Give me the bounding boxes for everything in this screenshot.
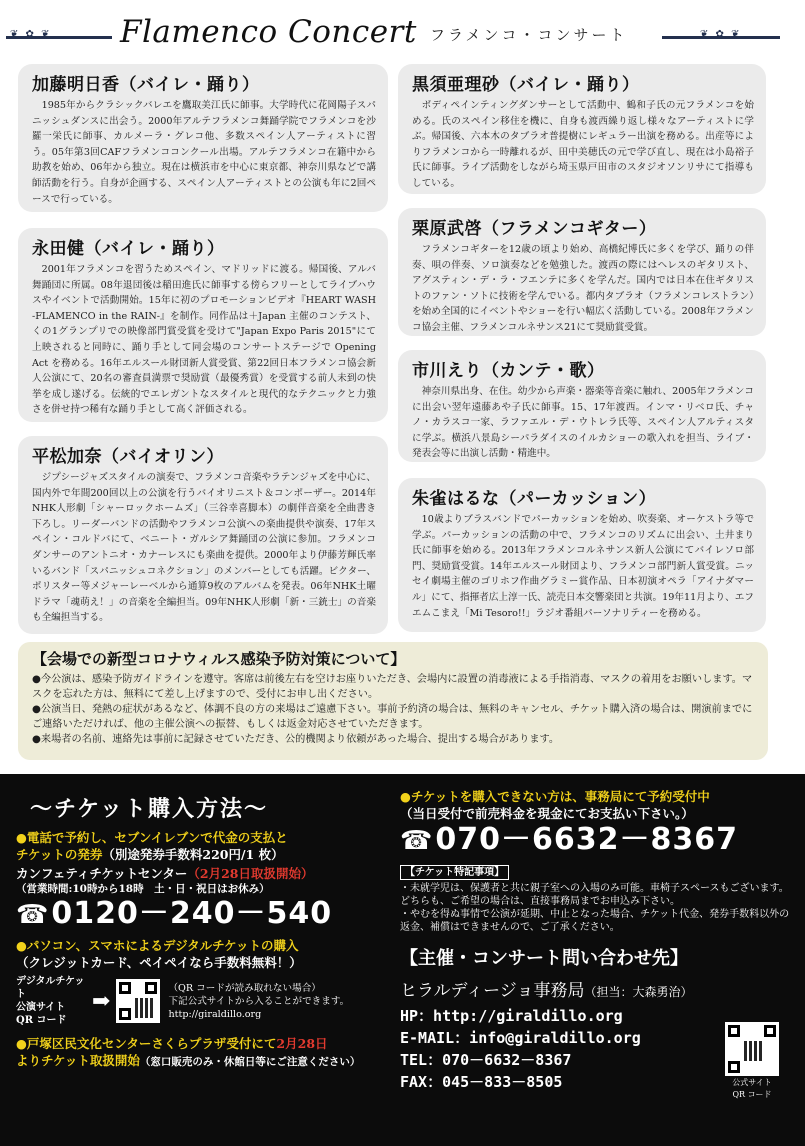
organizer-email[interactable]: E-MAIL：info@giraldillo.org [400,1029,641,1047]
covid-notice [18,642,768,760]
ticket-note: ・未就学児は、保護者と共に親子室への入場のみ可能。車椅子スペースもございます。どちらも、ご希望の場合は、直接事務局までお申込み下さい。 [400,883,789,907]
artist-card-hiramatsu [18,436,388,634]
artist-name: 朱雀はるな（パーカッション） [412,489,657,509]
ticket-center-name: カンフェティチケットセンター [16,866,188,881]
artist-name: 黒須亜理砂（バイレ・踊り） [412,75,640,95]
venue-sales-label: ●戸塚区民文化センターさくらプラザ受付にて [16,1036,277,1051]
office-reserve-line: ●チケットを購入できない方は、事務局にて予約受付中 [400,789,710,804]
ticket-center-phone[interactable] [16,896,384,933]
header [0,0,805,60]
artist-bio: 10歳よりブラスバンドでパーカッションを始め、吹奏楽、オーケストラ等で学ぶ。パーカッションの活動の中で、フラメンコのリズムに出会い、土井まり氏に師事を始める。2013年フラメンコルネサンス新人公演にてバイレソロ部門、奨励賞受賞。14年エルスール財団より、フラメンコ部門新人賞受賞。ニッセイ劇場主催のゴリホフ作曲グラミー賞作品、日本初演オペラ「アイナダマール」にて、指揮者広上淳一氏、読売日本交響楽団と共演。19年11月より、エフエムこまえ「Mi Tesoro!!」ラジオ番組パーソナリティーを務める。 [412,514,754,619]
organizer-website[interactable]: HP：http://giraldillo.org [400,1007,623,1025]
artist-name: 栗原武啓（フラメンコギター） [412,219,657,239]
artist-card-akanuma [398,478,766,632]
ticket-note: ・やむを得ぬ事情で公演が延期、中止となった場合、チケット代金、発券手数料以外の返金、補償はできませんので、ご了承ください。 [400,909,790,933]
official-site-qr[interactable] [725,1022,779,1100]
artist-card-kato [18,64,388,212]
artist-bio: ジプシージャズスタイルの演奏で、フラメンコ音楽やラテンジャズを中心に、国内外で年間200回以上の公演を行うバイオリニスト＆コンポーザー。2014年NHK人形劇「シャーロックホームズ」（三谷幸喜脚本）の劇伴音楽を全曲書き下ろし。リーダーバンドの活動やフラメンコ公演への楽曲提供や演奏、17年スペイン・コルドバにて、ベニート・ガルシア舞踊団の公演に参加。フラメンコダンサーのアントニオ・カナーレスにも楽曲を提供。2000年より伊藤芳輝氏率いるバンド「スパニッシュコネクション」のメンバーとしても活躍。ビクター、ポリスター等メジャーレーベルから通算9枚のアルバムを発表。06年NHK土曜ドラマ「魂萌え！」の音楽を全編担当。09年NHK人形劇「新・三銃士」の音楽も全編担当する。 [32,472,376,624]
ticket-center [16,865,384,882]
digital-qr-row [16,975,384,1027]
venue-sales-start: よりチケット取扱開始 [16,1053,140,1068]
covid-notice-item: ●来場者の名前、連絡先は事前に記録させていただき、公的機関より依頼があった場合、提出する場合があります。 [32,734,560,745]
official-qr-caption: 公式サイト [732,1078,772,1087]
ticket-purchase-methods [16,788,384,1069]
organizer-title: 【主催・コンサート問い合わせ先】 [400,948,688,969]
artist-bio: フラメンコギターを12歳の頃より始め、高橋紀博氏に多くを学び、踊りの伴奏、唄の伴奏、ソロ演奏などを勉強した。渡西の際にはヘレスのギタリスト、アグスティン・デ・ラ・フエンテに多くを学んだ。国内では日本在住ギタリストのファン・ソトに技術を学んでいる。都内タブラオ（フラメンコレストラン）を始め全国的にイベントやショーを行い幅広く活動している。2008年フラメンコ協会主催、フラメンコルネサンス21にて奨励賞受賞。 [412,244,754,333]
ticket-center-start: （2月28日取扱開始） [187,866,314,881]
ornament-dots-left: ❦ ✿ ❦ [10,29,52,40]
qr-label: デジタルチケット [16,976,85,1000]
telephone-icon: ☎ [400,826,434,856]
ticket-notes-title: 【チケット特記事項】 [400,865,509,880]
phone-reserve-line-2 [16,846,384,863]
artist-card-nagata [18,228,388,422]
phone-reserve-fee: （別途発券手数料220円/1 枚） [102,847,284,862]
covid-notice-item: ●公演当日、発熱の症状があるなど、体調不良の方の来場はご遠慮下さい。事前予約済の場合は、無料のキャンセル、チケット購入済の場合は、開演前までにご連絡いただければ、他の主催公演への振替、もしくは返金対応させていただきます。 [32,704,753,730]
artist-card-kurosu [398,64,766,194]
artist-bio: 神奈川県出身、在住。幼少から声楽・器楽等音楽に触れ、2005年フラメンコに出会い翌年遠藤あや子氏に師事。15、17年渡西。インマ・リベロ氏、チャノ・カラスコ一家、ラファエル・デ・ウトレラ氏等、スペイン人アルティスタに学ぶ。横浜八景島シーパラダイスのイルカショーの歌入れを担当、ライブ・発表会等に出演し活動・精進中。 [412,386,754,460]
official-qr-caption: QR コード [732,1090,772,1099]
organizer-tel[interactable]: TEL：070－6632－8367 [400,1051,572,1069]
qr-labels [16,975,86,1027]
venue-sales-date: 2月28日 [276,1036,328,1051]
telephone-icon: ☎ [16,900,50,930]
phone-reserve-line: ●電話で予約し、セブンイレブンで代金の支払と [16,830,288,845]
organizer-name: ヒラルディージョ事務局 [400,981,585,1001]
ticket-section [0,774,805,1146]
title-japanese: フラメンコ・コンサート [430,26,628,44]
artist-name: 平松加奈（バイオリン） [32,447,224,467]
digital-ticket-line: ●パソコン、スマホによるデジタルチケットの購入 [16,938,299,953]
office-phone-number: 070－6632－8367 [435,822,739,857]
organizer-name-line [400,976,792,1001]
ticket-center-phone-number: 0120－240－540 [51,896,333,931]
qr-note-url[interactable]: http://giraldillo.org [168,1008,262,1020]
organizer-person: （担当：大森勇治） [584,985,693,999]
ticket-center-hours: （営業時間:10時から18時 土・日・祝日はお休み） [16,883,270,895]
ticket-heading: ～チケット購入方法～ [30,796,269,822]
artist-card-kurihara [398,208,766,336]
venue-sales-line-2 [16,1052,384,1069]
artist-bio: 1985年からクラシックバレエを鷹取美江氏に師事。大学時代に花岡陽子スパニッシュダンスに出会う。2000年アルテフラメンコ舞踊学院でフラメンコを沙羅一栄氏に師事、カルメーラ・グレコ他、多数スペイン人アーティストに習う。05年第3回CAFフラメンココンクール出場。アルテフラメンコ在籍中から助教を始め、06年から独立。現在は横浜市を中心に東京都、神奈川県などで講師活動を行う。自身が企画する、スペイン人アーティストとの公演も年に2回ペースで行っている。 [32,100,376,205]
qr-note-line: （QR コードが読み取れない場合） [168,982,321,994]
title-english: Flamenco Concert [120,14,417,50]
artist-bio: 2001年フラメンコを習うためスペイン、マドリッドに渡る。帰国後、アルバ舞踊団に所属。08年退団後は稲田進氏に師事する傍らフリーとしてライブハウスやイベントで活動開始。15年に初のプロモーションビデオ『HEART WASH -FLAMENCO in the RAIN-』を制作。同作品は＋Japan 主催のコンテスト、くの1グランプリでの映像部門賞受賞を受けて"Japan Expo Paris 2015"にて上映されると同時に、踊り手として同会場のコンサートステージで Opening Act を務める。16年エルスール財団新人賞受賞、第22回日本フラメンコ協会新人公演にて、20名の審査員満票で奨励賞（最優秀賞）を受賞する前人未到の快挙を成し遂げる。伝統的でエレガントなスタイルと現代的なテクニックと力強さを併せ持つ稀有な踊り手として高く評価される。 [32,264,376,416]
qr-fallback-note [168,982,349,1021]
ornament-dots-right: ❦ ✿ ❦ [700,29,742,40]
organizer-fax: FAX：045－833－8505 [400,1073,563,1091]
official-site-qr-code[interactable] [725,1022,779,1076]
office-phone[interactable] [400,822,792,859]
covid-notice-item: ●今公演は、感染予防ガイドラインを遵守。客席は前後左右を空けお座りいただき、会場内に設置の消毒液による手指消毒、マスクの着用をお願いします。マスクを忘れた方は、無料にて差し上げますので、受付にお申し出ください。 [32,674,753,700]
digital-ticket-qr-code[interactable] [116,979,160,1023]
artist-bio: ボディペインティングダンサーとして活動中、鶴和子氏の元フラメンコを始める。氏のスペイン移住を機に、自身も渡西繰り返し様々なアーティストに学ぶ。帰国後、六本木のタブラオ普提樹にレギュラー出演を務める。出産等によりフラメンコから一時離れるが、田中美穂氏の元で学び直し、現在は小島裕子氏に師事。ライブ活動をしながら埼玉県戸田市のスタジオソンリサにて指導もしている。 [412,100,754,189]
phone-reserve-label: チケットの発券 [16,847,103,862]
digital-ticket-note: （クレジットカード、ペイペイなら手数料無料！） [16,955,302,970]
ticket-notes [400,865,792,934]
arrow-right-icon: ➡ [92,988,111,1014]
qr-label: 公演サイト [16,1002,66,1013]
artist-card-ichikawa [398,350,766,462]
artist-name: 永田健（バイレ・踊り） [32,239,225,259]
office-reserve-note: （当日受付で前売料金を現金にてお支払い下さい。） [400,806,694,821]
qr-note-line: 下記公式サイトから入ることができます。 [168,995,350,1007]
qr-label: QR コード [16,1015,67,1026]
artist-name: 市川えり（カンテ・歌） [412,361,605,381]
covid-notice-title: 【会場での新型コロナウィルス感染予防対策について】 [32,650,406,668]
artist-name: 加藤明日香（バイレ・踊り） [32,75,260,95]
venue-sales-note: （窓口販売のみ・休館日等にご注意ください） [139,1056,361,1068]
venue-sales-line [16,1035,384,1052]
